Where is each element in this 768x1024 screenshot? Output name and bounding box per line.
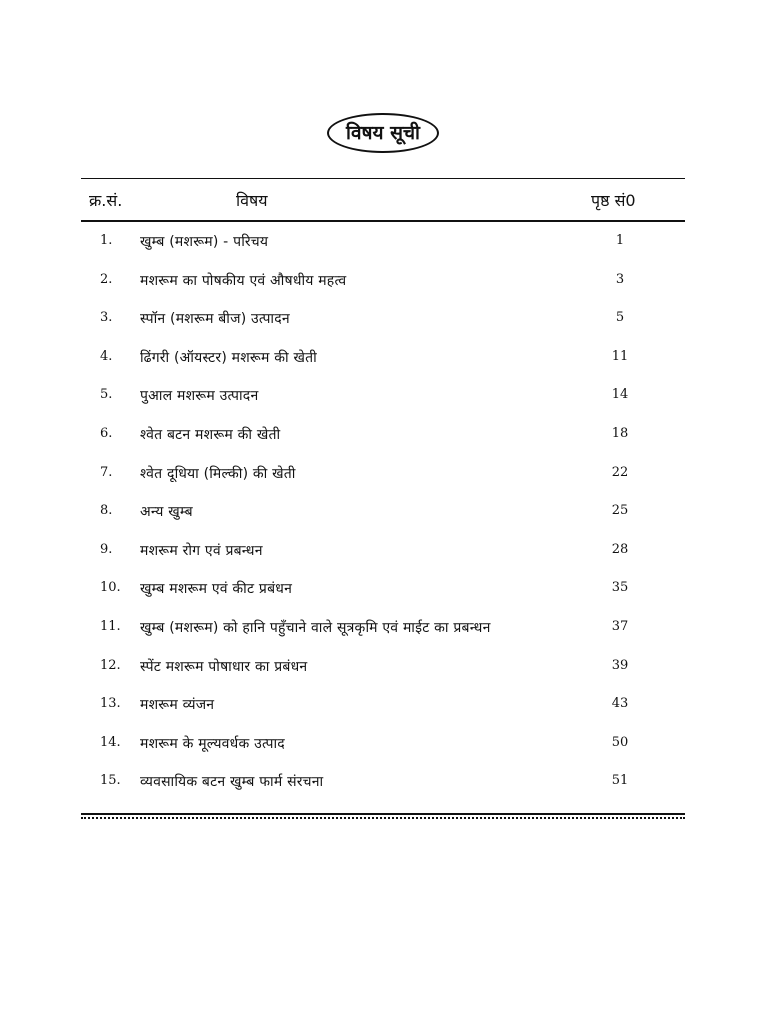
table-row [0,730,768,769]
entry-number: 2. [100,271,113,287]
entry-topic: खुम्ब (मशरूम) को हानि पहुँचाने वाले सूत्रकृमि एवं माईट का प्रबन्धन [140,619,491,636]
entry-topic: मशरूम का पोषकीय एवं औषधीय महत्व [140,272,347,289]
bottom-dotted-rule [81,817,685,819]
title-oval [327,113,439,153]
header-bottom-rule [81,220,685,222]
entry-number: 12. [100,657,121,673]
entry-number: 4. [100,348,113,364]
table-row [0,768,768,807]
table-row [0,653,768,692]
bottom-double-rule [81,813,685,819]
header-serial: क्र.सं. [89,191,123,210]
entry-page: 11 [611,348,629,364]
table-row [0,228,768,267]
entry-number: 7. [100,464,113,480]
entry-number: 14. [100,734,121,750]
table-row [0,421,768,460]
entry-page: 50 [611,734,629,750]
table-header [0,187,768,213]
entry-topic: श्वेत दूधिया (मिल्की) की खेती [140,465,296,482]
table-row [0,691,768,730]
entry-topic: मशरूम के मूल्यवर्धक उत्पाद [140,735,285,752]
table-row [0,537,768,576]
entry-topic: मशरूम रोग एवं प्रबन्धन [140,542,263,559]
entry-page: 18 [611,425,629,441]
table-row [0,267,768,306]
entry-page: 43 [611,696,629,712]
table-row [0,382,768,421]
entry-page: 5 [615,310,625,326]
table-row [0,460,768,499]
entry-number: 8. [100,503,113,519]
entry-topic: श्वेत बटन मशरूम की खेती [140,426,281,443]
table-row [0,498,768,537]
header-page: पृष्ठ सं0 [591,191,636,210]
entry-topic: पुआल मशरूम उत्पादन [140,388,259,405]
entry-page: 37 [611,618,629,634]
entry-topic: अन्य खुम्ब [140,504,193,521]
table-row [0,305,768,344]
entry-number: 1. [100,233,113,248]
entry-page: 35 [611,580,629,596]
entry-topic: खुम्ब (मशरूम) - परिचय [140,234,269,250]
entry-number: 9. [100,541,113,557]
table-row [0,614,768,653]
entry-page: 25 [611,503,629,519]
entry-number: 15. [100,773,121,789]
page-title: विषय सूची [346,121,420,144]
entry-number: 13. [100,696,121,712]
entry-number: 11. [100,618,121,634]
entry-number: 6. [100,425,113,441]
entry-topic: ढिंगरी (ऑयस्टर) मशरूम की खेती [140,349,317,366]
header-top-rule [81,178,685,179]
entry-number: 3. [100,310,113,326]
entry-page: 1 [615,233,625,248]
entry-topic: मशरूम व्यंजन [140,697,215,714]
entry-topic: स्पॉन (मशरूम बीज) उत्पादन [140,311,290,328]
entry-topic: व्यवसायिक बटन खुम्ब फार्म संरचना [140,774,324,791]
entry-page: 3 [615,271,625,287]
header-subject: विषय [236,191,268,210]
entry-topic: खुम्ब मशरूम एवं कीट प्रबंधन [140,581,293,598]
bottom-solid-rule [81,813,685,815]
entry-page: 51 [611,773,629,789]
entry-page: 22 [611,464,629,480]
contents-list [0,228,768,807]
entry-topic: स्पेंट मशरूम पोषाधार का प्रबंधन [140,658,308,675]
entry-number: 5. [100,387,113,403]
entry-page: 14 [611,387,629,403]
entry-number: 10. [100,580,121,596]
entry-page: 28 [611,541,629,557]
table-row [0,575,768,614]
table-row [0,344,768,383]
entry-page: 39 [611,657,629,673]
